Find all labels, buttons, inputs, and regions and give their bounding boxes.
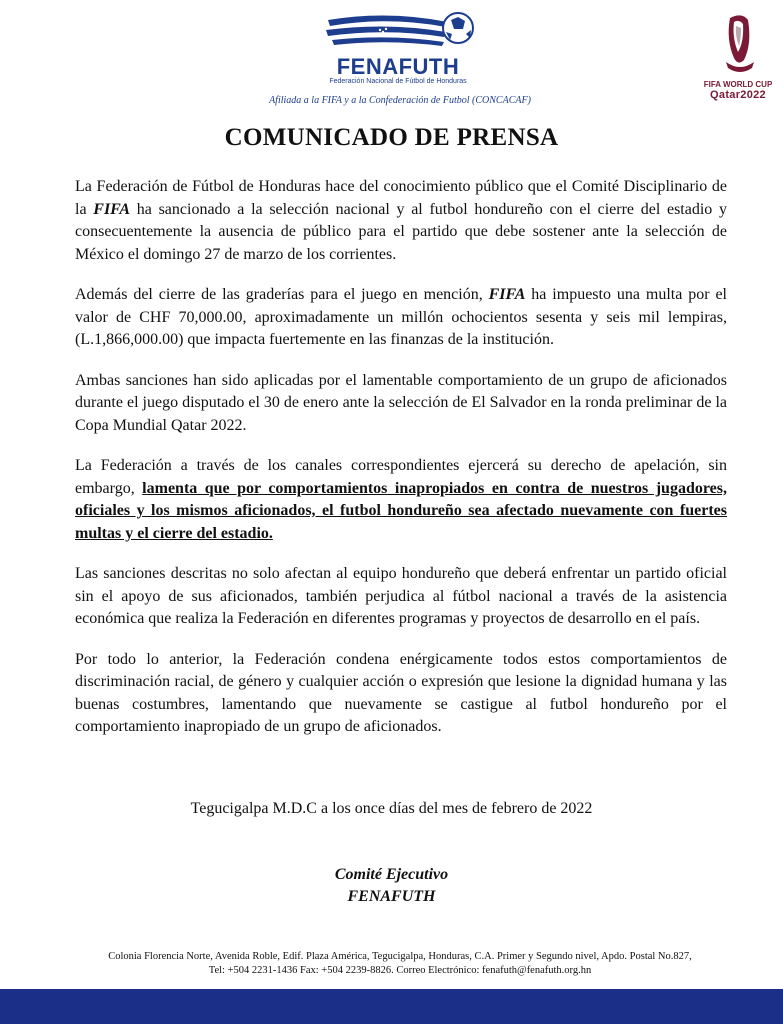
footer-address-line: Colonia Florencia Norte, Avenida Roble, Edif. Plaza América, Tegucigalpa, Honduras, C.A. Primer y Segundo nivel, Apdo. Postal No.827, (108, 951, 692, 962)
paragraph-3: Ambas sanciones han sido aplicadas por el lamentable comportamiento de un grupo de aficionados durante el juego disputado el 30 de enero ante la selección de El Salvador en la ronda preliminar de la Copa Mundial Qatar 2022. (75, 371, 727, 434)
brand-name: FENAFUTH (336, 54, 460, 79)
paragraph-5: Las sanciones descritas no solo afectan al equipo hondureño que deberá enfrentar un partido oficial sin el apoyo de sus aficionados, también perjudica al fútbol nacional a través de la asistencia económica que realiza la Federación en diferentes programas y proyectos de desarrollo en el país. (75, 565, 727, 627)
paragraph-2: Además del cierre de las graderías para el juego en mención, FIFA ha impuesto una multa por el valor de CHF 70,000.00, aproximadamente un millón ochocientos sesenta y seis mil lempiras, (L.1,866,000.00) que impacta fuertemente en las finanzas de la institución. (75, 286, 727, 348)
paragraph-1: La Federación de Fútbol de Honduras hace del conocimiento público que el Comité Disciplinario de la FIFA ha sancionado a la selección nacional y al futbol hondureño con el cierre del estadio y consecuentemente la ausencia de público para el partido que debe sostener ante la selección de México el domingo 27 de marzo de los corrientes. (75, 178, 728, 263)
footer-contact-line: Tel: +504 2231-1436 Fax: +504 2239-8826. Correo Electrónico: fenafuth@fenafuth.org.hn (208, 965, 592, 976)
document-title: COMUNICADO DE PRENSA (224, 124, 559, 151)
world-cup-trophy-icon (700, 10, 780, 80)
signature-block (0, 864, 783, 908)
affiliation-line: Afiliada a la FIFA y a la Confederación de Futbol (CONCACAF) (269, 95, 531, 106)
brand-subtitle: Federación Nacional de Fútbol de Honduras (329, 78, 467, 85)
letterhead (0, 0, 783, 115)
fifa-emphasis: FIFA (93, 200, 131, 218)
fifa-emphasis: FIFA (488, 286, 526, 303)
document-body (75, 176, 727, 757)
wc-qatar: Qatar2022 (710, 89, 766, 101)
footer-bar (0, 989, 783, 1024)
place-and-date: Tegucigalpa M.D.C a los once días del mes de febrero de 2022 (190, 800, 593, 817)
signature-committee: Comité Ejecutivo (334, 866, 449, 883)
world-cup-wordmark (696, 80, 780, 100)
wc-title: FIFA WORLD CUP (703, 80, 773, 89)
footer-address (40, 950, 760, 978)
paragraph-4: La Federación a través de los canales correspondientes ejercerá su derecho de apelación, sin embargo, lamenta que por comportamientos inapropiados en contra de nuestros jugadores, oficiales y los mismos aficionados, el futbol hondureño sea afectado nuevamente con fuertes multas y el cierre del estadio. (75, 457, 727, 542)
underlined-statement: lamenta que por comportamientos inapropiados en contra de nuestros jugadores, oficiales y los mismos aficionados, el futbol hondureño sea afectado nuevamente con fuertes multas y el cierre del estadio. (75, 479, 727, 542)
signature-org: FENAFUTH (347, 888, 436, 905)
fenafuth-flag-icon (318, 8, 478, 58)
paragraph-6: Por todo lo anterior, la Federación condena enérgicamente todos estos comportamientos de discriminación racial, de género y cualquier acción o expresión que lesione la dignidad humana y las buenas costumbres, lamentando que nuevamente se castigue al futbol hondureño por el comportamiento inapropiado de un grupo de aficionados. (75, 650, 727, 735)
